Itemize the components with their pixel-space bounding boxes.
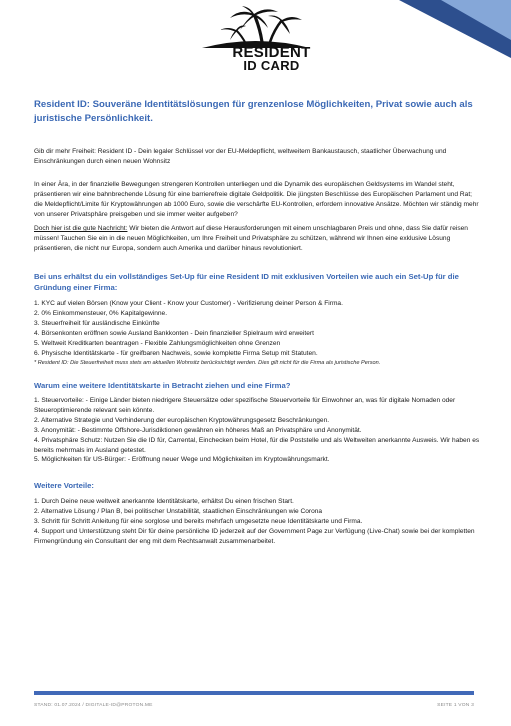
page-footer	[34, 703, 474, 708]
why-heading: Warum eine weitere Identitätskarte in Betracht ziehen und eine Firma?	[34, 381, 291, 390]
list-item: 6. Physische Identitätskarte - für greifbaren Nachweis, sowie komplette Firma Setup mit Statuten.	[34, 349, 318, 357]
list-item: 1. KYC auf vielen Börsen (Know your Client - Know your Customer) - Verifizierung deiner Person & Firma.	[34, 300, 343, 308]
footer-date-email: STAND: 01.07.2024 / DIGITALE-ID@PROTON.ME	[34, 703, 153, 708]
footer-page-number: SEITE 1 VON 3	[437, 703, 474, 708]
list-item: 4. Privatsphäre Schutz: Nutzen Sie die ID für, Carrental, Einchecken beim Hotel, für die Poststelle und als Weltweiten anerkannte Ausweis. Wir haben es bereits mehrmals im Ausland getestet.	[34, 436, 480, 454]
page-title: Resident ID: Souveräne Identitätslösungen für grenzenlose Möglichkeiten, Privat sowie auch als juristische Persönlichkeit.	[34, 99, 473, 124]
good-news-paragraph	[34, 224, 480, 254]
logo-line-id-card: ID CARD	[243, 58, 300, 73]
resident-id-logo	[176, 6, 336, 82]
tax-footnote: * Resident ID: Die Steuerfreiheit muss stets am aktuellen Wohnsitz berücksichtigt werden. Dies gilt nicht für die Firma als juristische Person.	[34, 359, 381, 366]
setup-list	[34, 299, 480, 358]
more-list	[34, 497, 480, 547]
list-item: 1. Steuervorteile: - Einige Länder bieten niedrigere Steuersätze oder spezifische Steuervorteile für Einwohner an, was für digitale Nomaden oder Steueroptimierende relevant sein könnte.	[34, 397, 456, 414]
why-list	[34, 396, 480, 465]
setup-heading: Bei uns erhältst du ein vollständiges Set-Up für eine Resident ID mit exklusiven Vorteilen wie auch ein Set-Up für die Gründung einer Firma:	[34, 272, 459, 293]
list-item: 2. Alternative Strategie und Verhinderung der europäischen Kryptowährungsgesetz Beschränkungen.	[34, 416, 330, 424]
list-item: 3. Steuerfreiheit für ausländische Einkünfte	[34, 319, 160, 327]
footer-divider	[34, 691, 474, 695]
list-item: 1. Durch Deine neue weltweit anerkannte Identitätskarte, erhältst Du einen frischen Start.	[34, 498, 294, 506]
list-item: 3. Schritt für Schritt Anleitung für eine sorglose und bereits mehrfach umgesetzte neue Identitätskarte und Firma.	[34, 518, 363, 526]
list-item: 4. Börsenkonten eröffnen sowie Ausland Bankkonten - Dein finanzieller Spielraum wird erweitert	[34, 329, 314, 337]
era-paragraph: In einer Ära, in der finanzielle Bewegungen strengeren Kontrollen unterliegen und die Dynamik des europäischen Geldsystems im Wandel steht, präsentieren wir eine bahnbrechende Lösung für eine barrierefreie digitale Geldpolitik. Die jüngsten Beschlüsse des Europäischen Parlament und Rat; die Meldepflicht/Limite für Kryptowährungen ab 1000 Euro, sowie die verschärfte EU-Kontrollen, erfordern innovative Ansätze. Möchten wir ständig mehr von unserer Privatsphäre preisgeben und sie immer weiter aufgeben?	[34, 180, 479, 218]
intro-paragraph: Gib dir mehr Freiheit: Resident ID - Dein legaler Schlüssel vor der EU-Meldepflicht, weltweitem Bankaustausch, staatlicher Überwachung und Einschränkungen durch einen neuen Wohnsitz	[34, 148, 447, 165]
logo-line-resident: RESIDENT	[232, 44, 311, 61]
list-item: 5. Weltweit Kreditkarten beantragen - Flexible Zahlungsmöglichkeiten ohne Grenzen	[34, 339, 281, 347]
list-item: 5. Möglichkeiten für US-Bürger: - Eröffnung neuer Wege und Möglichkeiten im Kryptowährungsmarkt.	[34, 456, 330, 464]
logo-wordmark	[214, 46, 329, 72]
good-news-text: Wir bieten die Antwort auf diese Herausforderungen mit einem unschlagbaren Preis und ohne, dass Sie dafür reisen müssen! Tauchen Sie ein in die neuen Möglichkeiten, um Ihre Freiheit und Privatsphäre zu schützen, während wir Ihnen eine exklusive Lösung präsentieren, die nicht nur Europa, sondern auch Amerika und darüber hinaus revolutioniert.	[34, 225, 468, 253]
good-news-lead: Doch hier ist die gute Nachricht:	[34, 225, 128, 233]
list-item: 2. Alternative Lösung / Plan B, bei politischer Unstabilität, staatlichen Einschränkungen wie Corona	[34, 508, 323, 516]
list-item: 3. Anonymität: - Bestimmte Offshore-Jurisdiktionen gewähren ein höheres Maß an Privatsphäre und Anonymität.	[34, 426, 362, 434]
document-body	[34, 98, 480, 547]
corner-accent-light	[441, 0, 511, 40]
list-item: 4. Support und Unterstützung steht Dir für deine persönliche ID jederzeit auf der Government Page zur Verfügung (Live-Chat) sowie bei der kompletten Firmengründung ein Consultant der eng mit dem Rechtsanwalt zusammenarbeitet.	[34, 528, 475, 545]
list-item: 2. 0% Einkommensteuer, 0% Kapitalgewinne.	[34, 310, 168, 318]
more-heading: Weitere Vorteile:	[34, 481, 94, 491]
